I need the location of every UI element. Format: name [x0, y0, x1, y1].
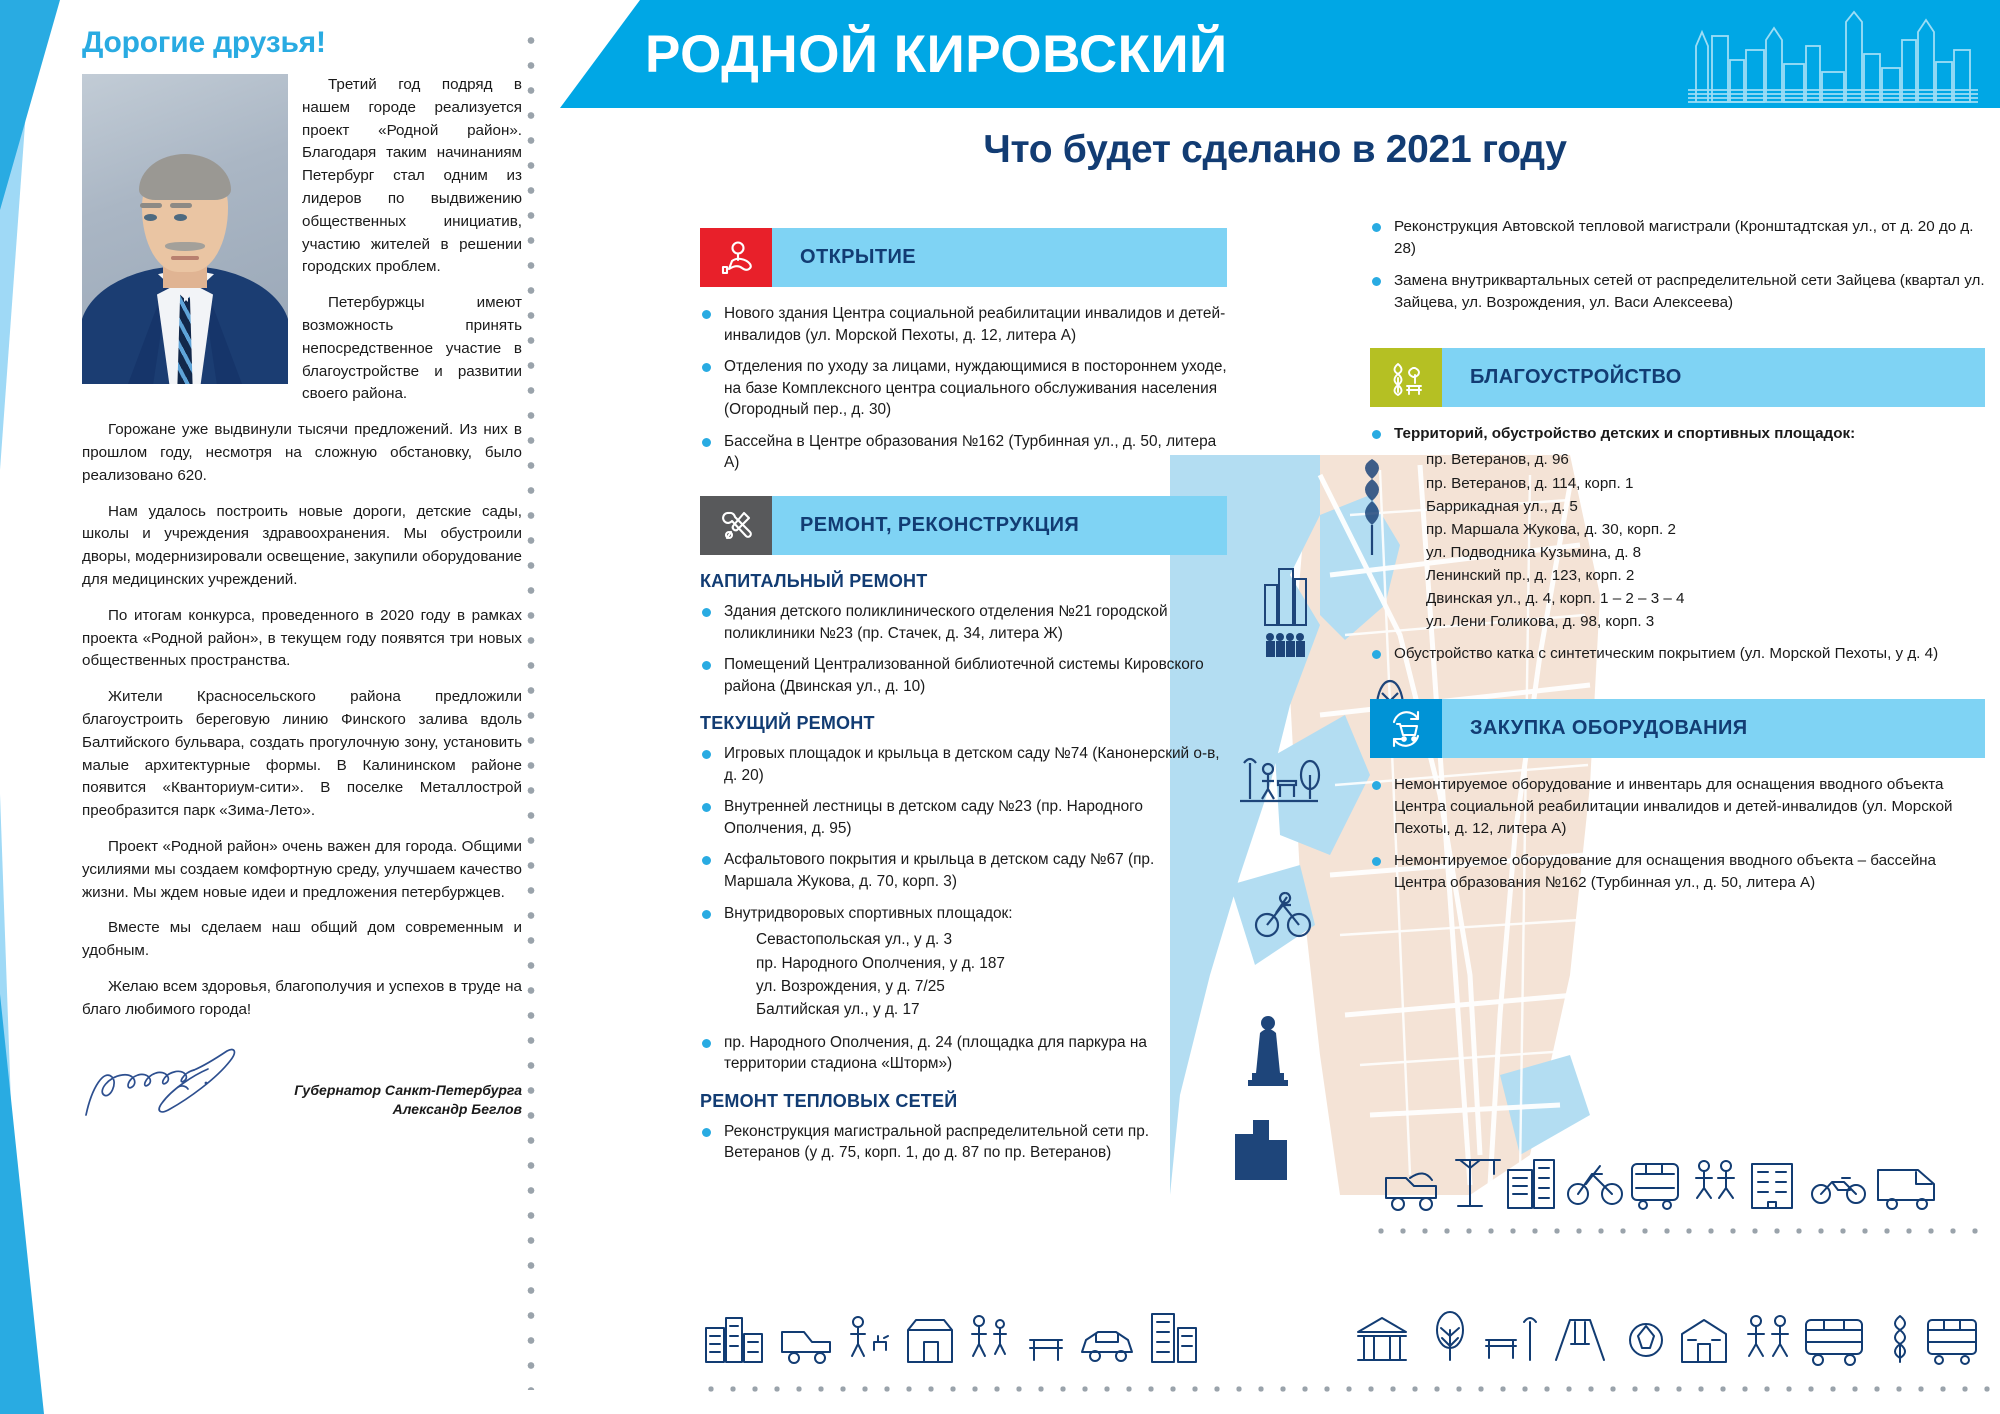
section-header-opening	[700, 228, 1227, 287]
address-line: Баррикадная ул., д. 5	[1426, 497, 1578, 515]
signature-name: Александр Беглов	[392, 1101, 522, 1118]
list-item: Асфальтового покрытия и крыльца в детском саду №67 (пр. Маршала Жукова, д. 70, корп. 3)	[700, 849, 1227, 892]
letter-paragraph: Желаю всем здоровья, благополучия и успехов в труде на благо любимого города!	[82, 977, 522, 1018]
list-item: Немонтируемое оборудование для оснащения вводного объекта – бассейна Центра образования №162 (Турбинная ул., д. 50, литера А)	[1370, 850, 1985, 894]
section-label-opening: ОТКРЫТИЕ	[772, 228, 1227, 287]
pictogram-strip-civic	[1350, 1308, 1990, 1370]
procurement-list	[1370, 774, 1985, 893]
city-skyline-icon	[1688, 6, 1978, 106]
governor-portrait-photo	[82, 74, 288, 384]
section-header-improvement	[1370, 348, 1985, 407]
opening-item-list	[700, 303, 1227, 474]
section-header-repair	[700, 496, 1227, 555]
governor-portrait-block	[82, 74, 288, 384]
address-line: ул. Подводника Кузьмина, д. 8	[1426, 543, 1642, 561]
corner-wedge-bottom-blue	[0, 994, 44, 1414]
letter-paragraph: Третий год подряд в нашем городе реализуется проект «Родной район». Благодаря таким начинаниям Петербург стал одним из лидеров по выдвижению общественных инициатив, участию жителей в решении городских проблем.	[302, 76, 522, 276]
pictogram-strip-transport	[1380, 1152, 1980, 1218]
address-line: ул. Возрождения, у д. 7/25	[756, 977, 945, 995]
handwritten-signature-icon	[82, 1043, 292, 1123]
list-item: Реконструкция магистральной распределительной сети пр. Ветеранов (у д. 75, корп. 1, до д. 87 по пр. Ветеранов)	[700, 1121, 1227, 1164]
list-item: пр. Народного Ополчения, д. 24 (площадка для паркура на территории стадиона «Шторм»)	[700, 1032, 1227, 1075]
middle-content-column	[700, 228, 1227, 1174]
right-content-column	[1370, 216, 1985, 904]
pictogram-strip-city	[700, 1308, 1220, 1370]
list-item: Немонтируемое оборудование и инвентарь для оснащения вводного объекта Центра социальной реабилитации инвалидов и детей-инвалидов (ул. Морской Пехоты, д. 12, литера А)	[1370, 774, 1985, 840]
letter-paragraph: Вместе мы сделаем наш общий дом современным и удобным.	[82, 919, 522, 960]
list-item-with-addresses	[1370, 423, 1985, 634]
list-item: Отделения по уходу за лицами, нуждающимися в постороннем уходе, на базе Комплексного центра социального обслуживания населения (Огородный пер., д. 30)	[700, 356, 1227, 421]
improvement-lead-label: Территорий, обустройство детских и спортивных площадок:	[1394, 424, 1856, 442]
letter-paragraph: Проект «Родной район» очень важен для города. Общими усилиями мы создаем комфортную среду, улучшаем качество жизни. Мы ждем новые идеи и предложения петербуржцев.	[82, 837, 522, 901]
address-line: пр. Народного Ополчения, у д. 187	[756, 954, 1005, 972]
subheading-heat-networks: РЕМОНТ ТЕПЛОВЫХ СЕТЕЙ	[700, 1090, 958, 1111]
subheading-current-repair: ТЕКУЩИЙ РЕМОНТ	[700, 713, 875, 734]
list-item: Реконструкция Автовской тепловой магистрали (Кронштадтская ул., от д. 20 до д. 28)	[1370, 216, 1985, 260]
list-item-with-addresses	[700, 903, 1227, 1022]
list-item: Внутренней лестницы в детском саду №23 (пр. Народного Ополчения, д. 95)	[700, 796, 1227, 839]
list-item: Здания детского поликлинического отделения №21 городской поликлиники №23 (пр. Стачек, д. 34, литера Ж)	[700, 601, 1227, 644]
heat-right-list	[1370, 216, 1985, 314]
address-line: Севастопольская ул., у д. 3	[756, 931, 953, 949]
page-subtitle: Что будет сделано в 2021 году	[983, 128, 1567, 171]
address-line: пр. Ветеранов, д. 114, корп. 1	[1426, 474, 1634, 492]
list-item: Помещений Централизованной библиотечной системы Кировского района (Двинская ул., д. 10)	[700, 654, 1227, 697]
address-line: Двинская ул., д. 4, корп. 1 – 2 – 3 – 4	[1426, 590, 1685, 608]
section-label-improvement: БЛАГОУСТРОЙСТВО	[1442, 348, 1985, 407]
signature-role: Губернатор Санкт-Петербурга	[294, 1081, 522, 1098]
improvement-address-list	[1394, 448, 1985, 633]
governor-letter-column	[82, 26, 522, 1366]
trees-bench-icon	[1370, 348, 1442, 407]
section-header-procurement	[1370, 699, 1985, 758]
dotted-rule-right	[1370, 1228, 1988, 1234]
yard-address-list	[724, 928, 1227, 1022]
address-line: пр. Ветеранов, д. 96	[1426, 451, 1569, 469]
heat-network-list	[700, 1121, 1227, 1164]
letter-paragraph: Нам удалось построить новые дороги, детские сады, школы и учреждения здравоохранения. Мы обустроили дворы, модернизировали освещение, закупили оборудование для медицинских учреждений.	[82, 502, 522, 588]
capital-repair-list	[700, 601, 1227, 697]
address-line: пр. Маршала Жукова, д. 30, корп. 2	[1426, 520, 1676, 538]
letter-paragraph: Жители Красносельского района предложили благоустроить береговую линию Финского залива вдоль Балтийского бульвара, создать прогулочную зону, установить малые архитектурные формы. В Калининском районе появится «Кванториум-сити». В поселке Металлострой преобразится парк «Зима-Лето».	[82, 688, 522, 820]
section-label-procurement: ЗАКУПКА ОБОРУДОВАНИЯ	[1442, 699, 1985, 758]
section-label-repair: РЕМОНТ, РЕКОНСТРУКЦИЯ	[772, 496, 1227, 555]
corner-wedge-top-blue	[0, 0, 60, 210]
letter-paragraph: Горожане уже выдвинули тысячи предложений. Из них в прошлом году, несмотря на сложную обстановку, было реализовано 620.	[82, 421, 522, 484]
address-line: Балтийская ул., у д. 17	[756, 1001, 920, 1019]
improvement-list	[1370, 423, 1985, 666]
signature-caption	[294, 1081, 522, 1124]
greeting-title: Дорогие друзья!	[82, 26, 326, 59]
address-line: Ленинский пр., д. 123, корп. 2	[1426, 566, 1635, 584]
masthead-title: РОДНОЙ КИРОВСКИЙ	[645, 25, 1228, 84]
current-repair-list	[700, 743, 1227, 1075]
list-item: Нового здания Центра социальной реабилитации инвалидов и детей-инвалидов (ул. Морской Пехоты, д. 12, литера А)	[700, 303, 1227, 346]
letter-paragraph: Петербуржцы имеют возможность принять непосредственное участие в благоустройстве и развитии своего района.	[302, 294, 522, 403]
list-item: Замена внутриквартальных сетей от распределительной сети Зайцева (квартал ул. Зайцева, ул. Возрождения, ул. Васи Алексеева)	[1370, 270, 1985, 314]
list-item: Бассейна в Центре образования №162 (Турбинная ул., д. 50, литера А)	[700, 431, 1227, 474]
hand-care-icon	[700, 228, 772, 287]
yard-playgrounds-label: Внутридворовых спортивных площадок:	[724, 904, 1013, 922]
vertical-dotted-divider	[527, 28, 535, 1390]
subheading-capital-repair: КАПИТАЛЬНЫЙ РЕМОНТ	[700, 570, 928, 591]
letter-paragraph: По итогам конкурса, проведенного в 2020 году в рамках проекта «Родной район», в текущем году появятся три новых общественных пространства.	[82, 606, 522, 670]
signature-row	[82, 1043, 522, 1123]
wrench-screwdriver-icon	[700, 496, 772, 555]
address-line: ул. Лени Голикова, д. 98, корп. 3	[1426, 613, 1655, 631]
shopping-cart-icon	[1370, 699, 1442, 758]
list-item: Обустройство катка с синтетическим покрытием (ул. Морской Пехоты, у д. 4)	[1370, 643, 1985, 665]
dotted-rule-bottom	[700, 1386, 1990, 1392]
list-item: Игровых площадок и крыльца в детском саду №74 (Канонерский о-в, д. 20)	[700, 743, 1227, 786]
